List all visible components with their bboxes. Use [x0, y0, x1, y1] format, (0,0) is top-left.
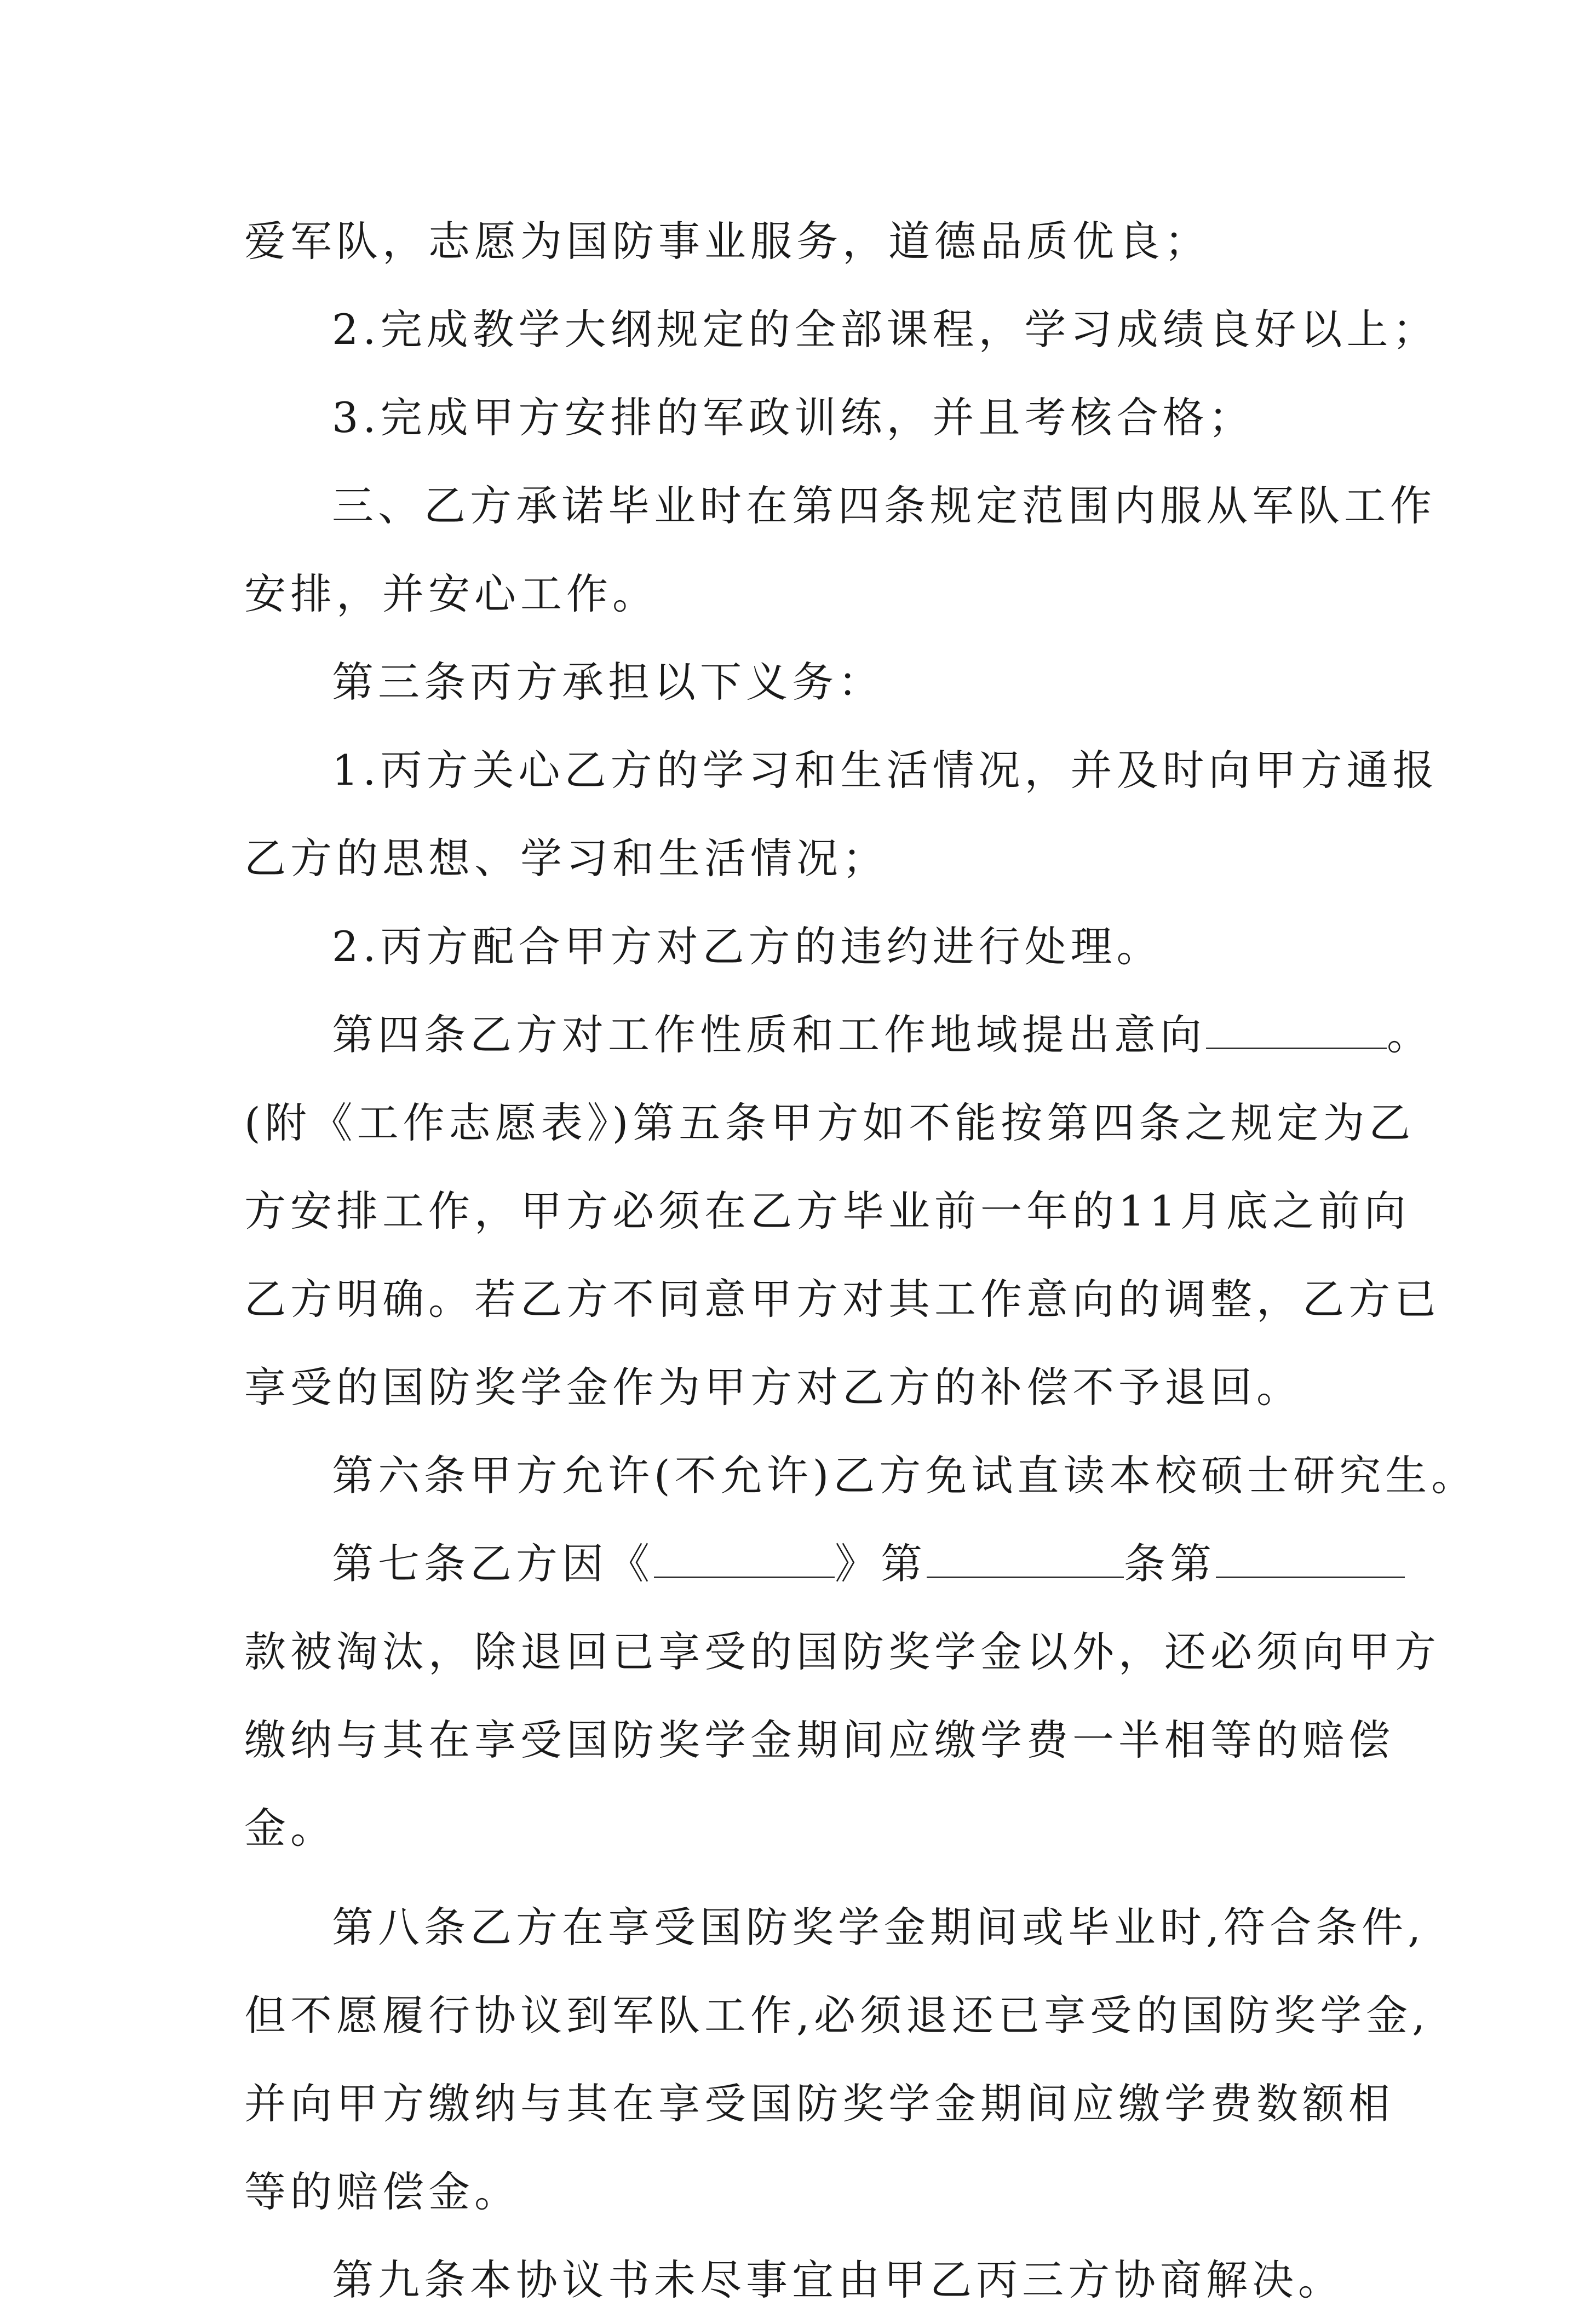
list-item-2: 2.完成教学大纲规定的全部课程，学习成绩良好以上； — [332, 305, 1439, 354]
article-7-text-a: 第七条乙方因《 — [332, 1539, 654, 1588]
article-4-text: 第四条乙方对工作性质和工作地域提出意向 — [332, 1010, 1206, 1059]
article-5-line: (附《工作志愿表》)第五条甲方如不能按第四条之规定为乙 — [244, 1098, 1415, 1147]
text-line: 款被淘汰，除退回已享受的国防奖学金以外，还必须向甲方 — [244, 1627, 1440, 1676]
list-item-3: 3.完成甲方安排的军政训练，并且考核合格； — [332, 393, 1255, 442]
text-line: 享受的国防奖学金作为甲方对乙方的补偿不予退回。 — [244, 1363, 1302, 1412]
article-7-text-c: 条第 — [1124, 1539, 1216, 1588]
document-body — [244, 197, 1478, 2324]
text-line: 并向甲方缴纳与其在享受国防奖学金期间应缴学费数额相 — [244, 2079, 1394, 2128]
text-line: 金。 — [244, 1804, 336, 1853]
blank-field — [654, 1543, 835, 1578]
clause-three: 三、乙方承诺毕业时在第四条规定范围内服从军队工作 — [332, 481, 1436, 530]
article-8: 第八条乙方在享受国防奖学金期间或毕业时,符合条件, — [332, 1903, 1426, 1952]
text-line: 但不愿履行协议到军队工作,必须退还已享受的国防奖学金, — [244, 1991, 1430, 2040]
text-line: 安排，并安心工作。 — [244, 570, 658, 618]
article-3-item-2: 2.丙方配合甲方对乙方的违约进行处理。 — [332, 922, 1163, 971]
article-4-end: 。 — [1387, 1010, 1433, 1059]
text-line: 乙方明确。若乙方不同意甲方对其工作意向的调整，乙方已 — [244, 1275, 1440, 1324]
article-4-line — [244, 991, 1433, 1079]
blank-field — [927, 1543, 1124, 1578]
article-3-heading: 第三条丙方承担以下义务： — [332, 658, 884, 706]
article-9: 第九条本协议书未尽事宜由甲乙丙三方协商解决。 — [332, 2256, 1344, 2304]
blank-field — [1206, 1014, 1387, 1049]
text-line: 方安排工作，甲方必须在乙方毕业前一年的11月底之前向 — [244, 1187, 1410, 1235]
text-line: 缴纳与其在享受国防奖学金期间应缴学费一半相等的赔偿 — [244, 1716, 1394, 1764]
article-7-line — [244, 1520, 1351, 1608]
text-line: 乙方的思想、学习和生活情况； — [244, 834, 888, 883]
paragraph-gap — [244, 1872, 1351, 1883]
blank-field — [1216, 1543, 1405, 1578]
text-line: 爱军队，志愿为国防事业服务，道德品质优良； — [244, 217, 1210, 266]
article-6: 第六条甲方允许(不允许)乙方免试直读本校硕士研究生。 — [332, 1451, 1478, 1500]
text-line: 等的赔偿金。 — [244, 2167, 520, 2216]
article-3-item-1: 1.丙方关心乙方的学习和生活情况，并及时向甲方通报 — [332, 746, 1439, 795]
article-7-text-b: 》第 — [835, 1539, 927, 1588]
